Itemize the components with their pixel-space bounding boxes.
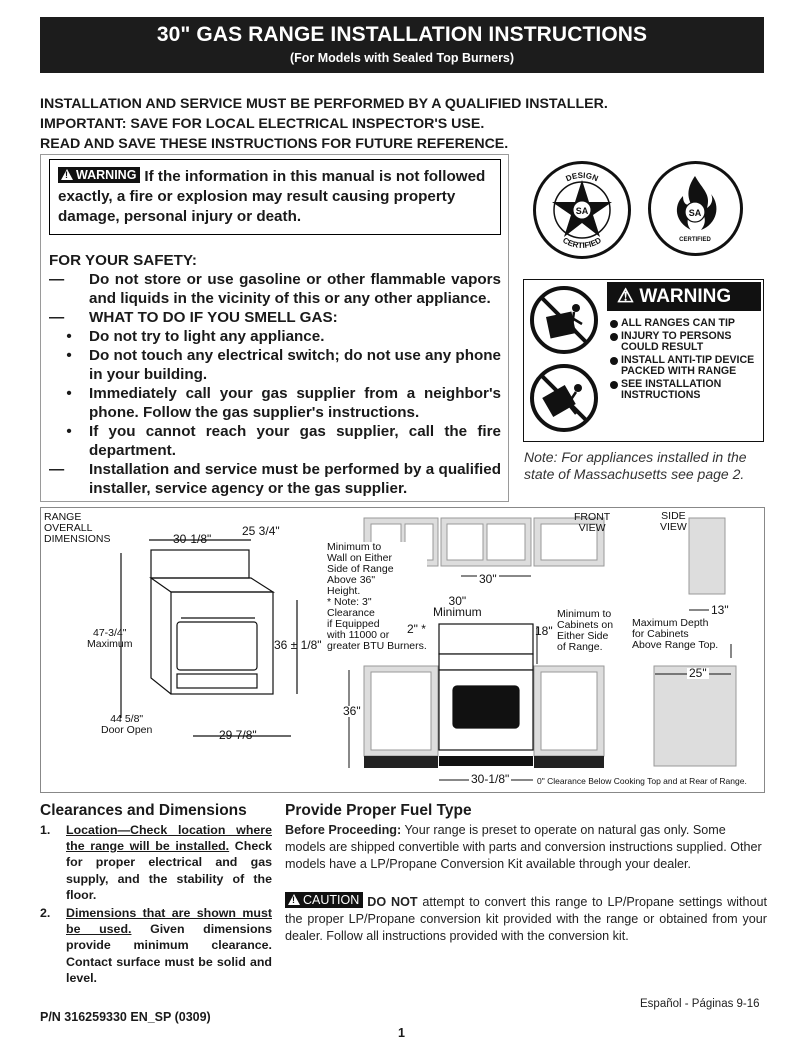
svg-text:CERTIFIED: CERTIFIED: [561, 235, 603, 251]
warning-badge: ! WARNING: [58, 167, 140, 183]
side-gap-label: 2" *: [407, 622, 426, 636]
safety-item-text: Do not try to light any appliance.: [89, 328, 325, 345]
svg-text:SA: SA: [575, 206, 589, 216]
clearance-item: [40, 905, 272, 986]
front-view-label: FRONT VIEW: [574, 511, 611, 534]
alert-triangle-icon: !: [288, 894, 300, 905]
anti-tip-item: [610, 331, 760, 354]
spanish-pages-note: Español - Páginas 9-16: [640, 998, 760, 1010]
anti-tip-warning-label: [523, 279, 764, 442]
safety-item-text: Do not store or use gasoline or other flammable vapors and liquids in the vicinity of this or any other appliance.: [89, 271, 501, 307]
door-open-label: 44 5/8" Door Open: [101, 713, 153, 736]
svg-text:DESIGN: DESIGN: [564, 170, 600, 184]
max-height-label: 47-3/4" Maximum: [87, 627, 133, 650]
page-title: 30" GAS RANGE INSTALLATION INSTRUCTIONS: [156, 23, 648, 46]
anti-tip-item-text: SEE INSTALLATION INSTRUCTIONS: [621, 377, 722, 401]
std-height-label: 36 ± 1/8": [274, 638, 322, 652]
range-width-label: 30-1/8": [173, 532, 212, 546]
safety-item-marker: —: [49, 271, 65, 288]
anti-tip-item: [610, 355, 760, 378]
certified-flame-seal: [648, 161, 743, 256]
safety-item-text: WHAT TO DO IF YOU SMELL GAS:: [89, 309, 338, 326]
tip-over-pictogram-icon: [524, 280, 604, 440]
fuel-type-section: [285, 802, 767, 945]
intro-line-1: INSTALLATION AND SERVICE MUST BE PERFORMED BY A QUALIFIED INSTALLER.: [40, 96, 608, 112]
warning-text: If the information in this manual is not followed exactly, a fire or explosion may result causing property damage, personal injury or death.: [58, 168, 486, 225]
min-wall-note: Minimum to Wall on Either Side of Range Above 36" Height. * Note: 3" Clearance if Equipped with 11000 or greater BTU Burners.: [327, 541, 427, 652]
clearance-item-number: 2.: [40, 906, 51, 921]
clearance-item: [40, 822, 272, 903]
caution-paragraph: ! CAUTION DO NOT attempt to convert this range to LP/Propane settings without the proper LP/Propane conversion kit provided with the range or obtained from your dealer. Follow all instructions provided with the conversion kit.: [285, 893, 767, 943]
anti-tip-item: [610, 379, 760, 402]
safety-item-text: Installation and service must be performed by a qualified installer, service agency or the gas supplier.: [89, 461, 501, 497]
min-cabinets-note: Minimum to Cabinets on Either Side of Range.: [557, 608, 614, 653]
clearances-section: [40, 802, 272, 986]
bullet-icon: [610, 333, 618, 341]
range-depth-label: 25 3/4": [242, 524, 280, 538]
clearance-item-number: 1.: [40, 823, 51, 837]
warning-statement: [49, 159, 501, 235]
overall-dimensions-label: RANGE OVERALL DIMENSIONS: [44, 511, 111, 545]
cabinet-width-label: 30": [479, 572, 497, 586]
safety-item-text: Do not touch any electrical switch; do not use any phone in your building.: [89, 347, 501, 383]
clearances-list: [40, 822, 272, 986]
anti-tip-item-text: INSTALL ANTI-TIP DEVICE PACKED WITH RANGE: [621, 353, 755, 377]
safety-item-text: If you cannot reach your gas supplier, call the fire department.: [89, 423, 501, 459]
anti-tip-item: [610, 318, 760, 330]
safety-item-marker: •: [66, 385, 72, 402]
svg-text:SA: SA: [688, 208, 702, 218]
bullet-icon: [610, 320, 618, 328]
caution-badge: ! CAUTION: [285, 892, 363, 908]
alert-triangle-icon: ⚠: [617, 286, 635, 307]
range-min-width-label: 30" Minimum: [433, 594, 482, 619]
anti-tip-item-text: INJURY TO PERSONS COULD RESULT: [621, 329, 732, 353]
safety-section: [49, 251, 501, 498]
intro-line-2: IMPORTANT: SAVE FOR LOCAL ELECTRICAL INSPECTOR'S USE.: [40, 116, 485, 132]
design-certified-star-icon: [536, 164, 628, 256]
dimensions-diagram: [40, 507, 765, 793]
svg-text:CERTIFIED: CERTIFIED: [679, 237, 711, 243]
before-proceeding-paragraph: Before Proceeding: Your range is preset to operate on natural gas only. Some models are shipped convertible with parts and conversion instructions supplied. Other models have a LP/Propane Conversion Kit available through your dealer.: [285, 823, 762, 871]
design-certified-seal: [533, 161, 631, 259]
page-number: 1: [398, 1026, 405, 1040]
page-subtitle: (For Models with Sealed Top Burners): [289, 51, 515, 65]
counter-height-label: 36": [343, 704, 361, 718]
fuel-title: Provide Proper Fuel Type: [285, 802, 472, 819]
side-view-label: SIDE VIEW: [660, 510, 687, 533]
safety-item-marker: •: [66, 423, 72, 440]
clearance-item-text: Dimensions that are shown must be used. Given dimensions provide minimum clearance. Contact surface must be solid and level.: [66, 906, 272, 985]
zero-clearance-note: 0" Clearance Below Cooking Top and at Rear of Range.: [537, 776, 747, 786]
safety-item-marker: —: [49, 309, 65, 326]
bullet-icon: [610, 381, 618, 389]
safety-item: [49, 346, 501, 384]
clearances-title: Clearances and Dimensions: [40, 802, 247, 819]
anti-tip-warning-heading: ⚠ WARNING: [607, 282, 761, 311]
flame-certified-icon: [651, 164, 740, 253]
clearance-item-text: Location—Check location where the range will be installed. Check for proper electrical and gas supply, and the stability of the floor.: [66, 823, 272, 902]
intro-notice: [40, 94, 770, 154]
counter-depth-label: 25": [689, 666, 707, 680]
anti-tip-list: [610, 318, 760, 403]
bottom-width-label: 30-1/8": [471, 772, 510, 786]
safety-item: [49, 308, 501, 327]
title-banner: [40, 17, 764, 73]
safety-item-text: Immediately call your gas supplier from a neighbor's phone. Follow the gas supplier's instructions.: [89, 385, 501, 421]
massachusetts-note: Note: For appliances installed in the state of Massachusetts see page 2.: [524, 449, 747, 482]
safety-heading: FOR YOUR SAFETY:: [49, 252, 197, 269]
safety-item: [49, 460, 501, 498]
safety-item: [49, 384, 501, 422]
safety-item: [49, 327, 501, 346]
safety-item-marker: —: [49, 461, 65, 478]
anti-tip-item-text: ALL RANGES CAN TIP: [621, 317, 735, 329]
bottom-depth-label: 29 7/8": [219, 728, 257, 742]
safety-item: [49, 270, 501, 308]
safety-warning-box: [40, 154, 509, 502]
max-depth-value: 13": [711, 603, 729, 617]
max-depth-note: Maximum Depth for Cabinets Above Range Top.: [632, 617, 719, 651]
intro-line-3: READ AND SAVE THESE INSTRUCTIONS FOR FUTURE REFERENCE.: [40, 136, 509, 152]
safety-list: [49, 270, 501, 498]
safety-item-marker: •: [66, 328, 72, 345]
part-number: P/N 316259330 EN_SP (0309): [40, 1010, 211, 1024]
safety-item: [49, 422, 501, 460]
bullet-icon: [610, 357, 618, 365]
safety-item-marker: •: [66, 347, 72, 364]
hood-clearance-label: 18": [535, 624, 553, 638]
alert-triangle-icon: !: [61, 169, 73, 180]
